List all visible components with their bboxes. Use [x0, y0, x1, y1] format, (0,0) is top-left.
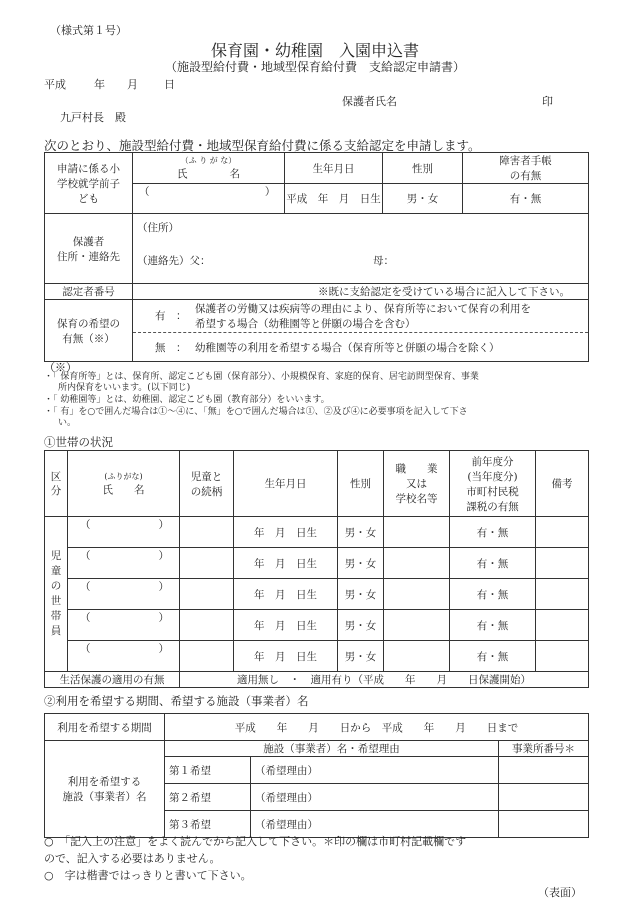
choice-2-reason-field[interactable]: （希望理由）	[251, 784, 499, 811]
choice-2-label: 第２希望	[165, 784, 251, 811]
member-dob-field[interactable]: 年 月 日生	[234, 548, 338, 579]
member-remarks-field[interactable]	[536, 548, 589, 579]
note-2: ・「 幼稚園等」とは、幼稚園、認定こども園（教育部分）をいいます。	[44, 395, 330, 405]
paren-close: ）	[158, 581, 169, 593]
notes-mark: （※）	[44, 361, 77, 374]
table-row	[45, 579, 589, 610]
name-header	[133, 153, 285, 184]
childcare-wish-label	[45, 300, 133, 362]
date-month-label: 月	[127, 78, 138, 91]
wish-label-line1: 保育の希望の	[57, 317, 120, 330]
paren-close: ）	[158, 519, 169, 531]
wish-label-line2: 有無（※）	[62, 332, 115, 345]
member-tax-field[interactable]: 有・無	[450, 610, 536, 641]
child-dob-field[interactable]: 平成 年 月 日生	[285, 184, 383, 214]
table-row	[45, 610, 589, 641]
wish-yes-option[interactable]: 有 ：	[155, 310, 187, 322]
member-name-field[interactable]	[68, 641, 180, 672]
col-tax-header	[450, 451, 536, 517]
member-dob-field[interactable]: 年 月 日生	[234, 610, 338, 641]
sex-header: 性別	[383, 153, 463, 184]
col-name-header	[68, 451, 180, 517]
member-sex-field[interactable]: 男・女	[338, 517, 384, 548]
wish-no-text: 幼稚園等の利用を希望する場合（保育所等と併願の場合を除く）	[195, 342, 500, 354]
table-row	[45, 641, 589, 672]
cert-number-label: 認定者番号	[45, 284, 133, 300]
welfare-label: 生活保護の適用の有無	[45, 672, 180, 688]
guardian-label-cell	[45, 214, 133, 284]
col-tax-line4: 課税の有無	[466, 500, 519, 513]
wish-yes-text-line2: 希望する場合（幼稚園等と併願の場合を含む）	[195, 318, 416, 330]
period-label: 利用を希望する期間	[45, 714, 165, 741]
member-tax-field[interactable]: 有・無	[450, 641, 536, 672]
table-row	[45, 517, 589, 548]
date-day-label: 日	[164, 78, 175, 91]
footer-note-2: ○ 字は楷書ではっきりと書いて下さい。	[44, 869, 252, 882]
choice-2-office-field[interactable]	[499, 784, 589, 811]
guardian-label-line2: 住所・連絡先	[57, 250, 120, 263]
col-job-line1: 職 業	[395, 463, 438, 475]
choice-1-reason-field[interactable]: （希望理由）	[251, 757, 499, 784]
member-relation-field[interactable]	[180, 579, 234, 610]
footer-note-1-line2: ので、記入する必要はありません。	[44, 852, 221, 865]
choice-1-office-field[interactable]	[499, 757, 589, 784]
intro-text: 次のとおり、施設型給付費・地域型保育給付費に係る支給認定を申請します。	[44, 138, 481, 153]
cert-number-note: ※既に支給認定を受けている場合に記入して下さい。	[318, 286, 570, 298]
facility-table	[44, 713, 589, 838]
member-remarks-field[interactable]	[536, 579, 589, 610]
facility-heading: ②利用を希望する期間、希望する施設（事業者）名	[44, 694, 309, 708]
member-sex-field[interactable]: 男・女	[338, 548, 384, 579]
child-sex-field[interactable]: 男・女	[383, 184, 463, 214]
col-sex-header: 性別	[338, 451, 384, 517]
seal-mark: 印	[542, 95, 553, 108]
col-relation-line1: 児童と	[190, 470, 223, 483]
disability-line2: の有無	[509, 170, 542, 182]
paren-open: （	[80, 550, 91, 562]
contact-father-label: （連絡先）父：	[137, 255, 211, 267]
member-relation-field[interactable]	[180, 641, 234, 672]
paren-close: ）	[158, 643, 169, 655]
applicant-table	[44, 152, 589, 362]
member-relation-field[interactable]	[180, 610, 234, 641]
choice-3-office-field[interactable]	[499, 811, 589, 838]
member-job-field[interactable]	[384, 610, 450, 641]
member-remarks-field[interactable]	[536, 610, 589, 641]
choice-3-label: 第３希望	[165, 811, 251, 838]
footer-note-1-line1: ○ 「記入上の注意」をよく読んでから記入して下さい。＊印の欄は市町村記載欄です	[44, 835, 467, 848]
member-tax-field[interactable]: 有・無	[450, 548, 536, 579]
household-side-label	[45, 517, 68, 672]
col-dob-header: 生年月日	[234, 451, 338, 517]
col-remarks-header: 備考	[536, 451, 589, 517]
facility-label-line2: 施設（事業者）名	[62, 791, 147, 803]
member-remarks-field[interactable]	[536, 641, 589, 672]
addressee: 九戸村長 殿	[60, 111, 126, 124]
child-label-line1: 申請に係る小	[57, 162, 120, 175]
date-year-label: 年	[94, 78, 105, 91]
member-remarks-field[interactable]	[536, 517, 589, 548]
member-name-field[interactable]	[68, 517, 180, 548]
member-sex-field[interactable]: 男・女	[338, 579, 384, 610]
member-relation-field[interactable]	[180, 517, 234, 548]
page-side-label: （表面）	[538, 886, 582, 899]
page-title: 保育園・幼稚園 入園申込書	[210, 41, 419, 60]
col-tax-line2: (当年度分)	[467, 470, 518, 483]
welfare-field[interactable]: 適用無し ・ 適用有り（平成 年 月 日保護開始）	[180, 672, 589, 688]
col-relation-header	[180, 451, 234, 517]
member-tax-field[interactable]: 有・無	[450, 517, 536, 548]
address-label: （住所）	[137, 222, 179, 234]
facility-label-line1: 利用を希望する	[67, 776, 142, 788]
paren-close: ）	[264, 186, 276, 198]
household-side-text: 児童の世帯員	[50, 550, 62, 637]
child-disability-field[interactable]: 有・無	[463, 184, 589, 214]
child-label-cell	[45, 153, 133, 214]
date-era: 平成	[44, 78, 66, 91]
facility-label-cell	[45, 741, 165, 838]
disability-line1: 障害者手帳	[499, 155, 552, 167]
period-field[interactable]: 平成 年 月 日から 平成 年 月 日まで	[165, 714, 589, 741]
paren-open: （	[80, 519, 91, 531]
furigana-label: （ふ り が な）	[180, 156, 237, 165]
note-3-line2: い。	[58, 418, 77, 428]
col-furigana-text: (ふりがな)	[104, 471, 143, 481]
col-ku-header	[45, 451, 68, 517]
child-label-line3: ども	[78, 192, 99, 205]
name-label: 氏 名	[177, 168, 240, 180]
paren-open: （	[80, 581, 91, 593]
member-job-field[interactable]	[384, 641, 450, 672]
col-job-line3: 学校名等	[395, 493, 438, 505]
member-dob-field[interactable]: 年 月 日生	[234, 517, 338, 548]
note-3-line1: ・「 有」を○で囲んだ場合は①～④に、「無」を○で囲んだ場合は①、②及び④に必要事項を記入して下さ	[44, 407, 468, 417]
member-relation-field[interactable]	[180, 548, 234, 579]
col-office-header: 事業所番号＊	[499, 741, 589, 757]
note-1-line2: 所内保育をいいます。(以下同じ)	[58, 383, 191, 393]
wish-yes-text-line1: 保護者の労働又は疾病等の理由により、保育所等において保育の利用を	[195, 303, 531, 315]
choice-1-label: 第１希望	[165, 757, 251, 784]
col-tax-line3: 市町村民税	[466, 485, 519, 498]
member-tax-field[interactable]: 有・無	[450, 579, 536, 610]
member-dob-field[interactable]: 年 月 日生	[234, 641, 338, 672]
form-number: （様式第１号）	[50, 24, 127, 37]
member-name-field[interactable]	[68, 548, 180, 579]
member-sex-field[interactable]: 男・女	[338, 610, 384, 641]
household-table	[44, 450, 589, 688]
page-subtitle: （施設型給付費・地域型保育給付費 支給認定申請書）	[164, 60, 465, 74]
col-job-header	[384, 451, 450, 517]
guardian-name-label: 保護者氏名	[342, 95, 397, 108]
paren-open: （	[80, 643, 91, 655]
childcare-wish-field[interactable]	[133, 300, 589, 362]
paren-open: （	[139, 186, 150, 198]
col-facility-header: 施設（事業者）名・希望理由	[165, 741, 499, 757]
col-relation-line2: の続柄	[190, 485, 223, 498]
col-job-line2: 又は	[406, 478, 427, 490]
disability-header	[463, 153, 589, 184]
child-label-line2: 学校就学前子	[57, 177, 120, 190]
col-name-text: 氏 名	[102, 483, 145, 496]
table-row	[45, 548, 589, 579]
member-dob-field[interactable]: 年 月 日生	[234, 579, 338, 610]
col-ku-text: 区分	[50, 470, 62, 497]
guardian-label-line1: 保護者	[72, 235, 105, 248]
paren-close: ）	[158, 612, 169, 624]
paren-open: （	[80, 612, 91, 624]
member-name-field[interactable]	[68, 610, 180, 641]
guardian-contact-field[interactable]	[133, 214, 589, 284]
member-job-field[interactable]	[384, 579, 450, 610]
contact-mother-label: 母：	[373, 255, 394, 267]
dob-header: 生年月日	[285, 153, 383, 184]
cert-number-field[interactable]	[133, 284, 589, 300]
choice-3-reason-field[interactable]: （希望理由）	[251, 811, 499, 838]
wish-no-option[interactable]: 無 ：	[155, 342, 187, 354]
note-1-line1: ・「 保育所等」とは、保育所、認定こども園（保育部分）、小規模保育、家庭的保育、居宅訪問型保育、事業	[44, 372, 479, 382]
member-job-field[interactable]	[384, 517, 450, 548]
member-job-field[interactable]	[384, 548, 450, 579]
paren-close: ）	[158, 550, 169, 562]
member-sex-field[interactable]: 男・女	[338, 641, 384, 672]
household-heading: ①世帯の状況	[44, 435, 113, 449]
child-name-field[interactable]	[133, 184, 285, 214]
member-name-field[interactable]	[68, 579, 180, 610]
col-tax-line1: 前年度分	[471, 455, 514, 468]
